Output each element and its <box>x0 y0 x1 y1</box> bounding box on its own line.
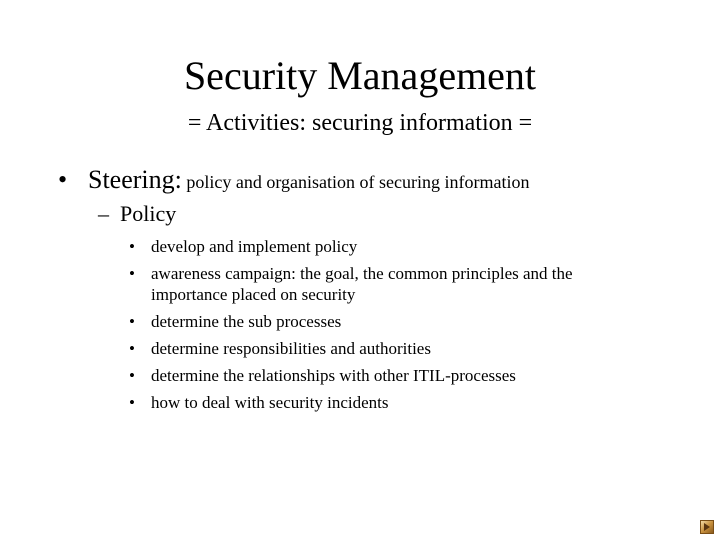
bullet-dot: • <box>129 312 135 331</box>
list-item <box>127 308 697 335</box>
steering-description: policy and organisation of securing information <box>181 172 530 192</box>
slide-subtitle: = Activities: securing information = <box>187 110 533 136</box>
bullet-dot: • <box>129 366 135 385</box>
list-item-text: determine responsibilities and authorities <box>151 339 431 358</box>
bullet-dot: • <box>129 264 135 283</box>
list-item <box>127 389 697 416</box>
list-item <box>127 260 697 308</box>
list-item-text: awareness campaign: the goal, the common principles and the <box>151 264 573 283</box>
steering-label: Steering: <box>88 165 182 194</box>
slide-title: Security Management <box>183 53 537 98</box>
policy-sub-list <box>127 233 697 416</box>
bullet-dot: • <box>129 237 135 256</box>
list-item-text: develop and implement policy <box>151 237 358 256</box>
list-item <box>127 362 697 389</box>
bullet-dot: • <box>129 393 135 412</box>
policy-label: Policy <box>120 201 177 226</box>
list-item-text-continued: importance placed on security <box>151 285 356 304</box>
list-item-text: how to deal with security incidents <box>151 393 389 412</box>
dash-marker: – <box>98 201 109 226</box>
next-slide-icon[interactable] <box>700 520 714 534</box>
list-item-text: determine the sub processes <box>151 312 342 331</box>
bullet-dot: • <box>129 339 135 358</box>
bullet-dot: • <box>58 165 68 194</box>
bullet-level1-text <box>88 163 529 201</box>
list-item-text: determine the relationships with other ITIL-processes <box>151 366 516 385</box>
list-item <box>127 335 697 362</box>
list-item <box>127 233 697 260</box>
